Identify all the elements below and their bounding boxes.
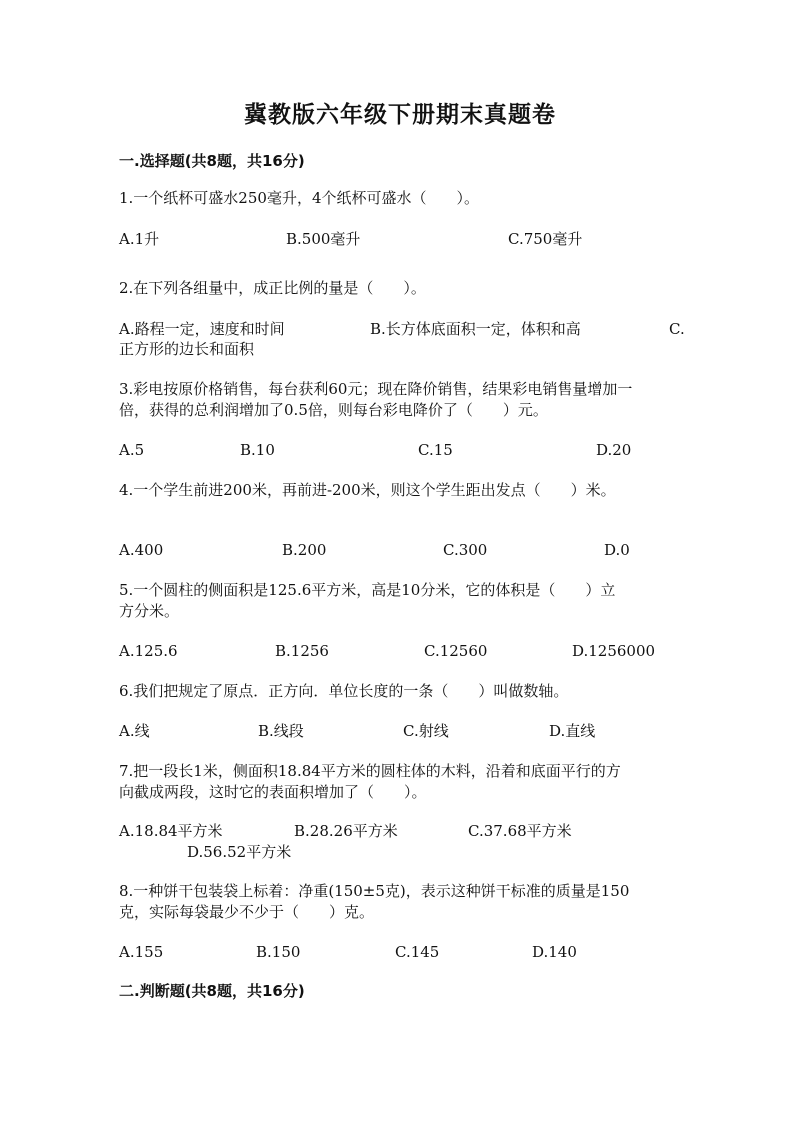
question-2-option-b: B.长方体底面积一定，体积和高 [370, 320, 581, 338]
question-6-option-d: D.直线 [549, 722, 596, 740]
question-7-option-d: D.56.52平方米 [187, 843, 292, 861]
question-3-text-line-1: 3.彩电按原价格销售，每台获利60元；现在降价销售，结果彩电销售量增加一 [119, 380, 633, 398]
question-2-option-c-text: 正方形的边长和面积 [119, 340, 255, 358]
question-5-text-line-2: 方分米。 [119, 602, 180, 620]
question-3-option-b: B.10 [240, 441, 275, 459]
question-8-option-a: A.155 [119, 943, 164, 961]
question-5-option-b: B.1256 [275, 642, 329, 660]
question-7-option-a: A.18.84平方米 [119, 822, 223, 840]
question-8-option-b: B.150 [256, 943, 301, 961]
question-5-option-a: A.125.6 [119, 642, 178, 660]
question-8-text-line-1: 8.一种饼干包装袋上标着：净重(150±5克)，表示这种饼干标准的质量是150 [119, 882, 630, 900]
page-title: 冀教版六年级下册期末真题卷 [244, 101, 556, 128]
section-heading-choice: 一.选择题(共8题，共16分) [119, 152, 305, 170]
question-8-option-c: C.145 [395, 943, 440, 961]
question-3-option-d: D.20 [596, 441, 632, 459]
question-2-option-c-label: C. [669, 320, 685, 338]
question-4-text: 4.一个学生前进200米，再前进-200米，则这个学生距出发点（ ）米。 [119, 481, 616, 499]
question-6-option-c: C.射线 [403, 722, 449, 740]
section-heading-judgment: 二.判断题(共8题，共16分) [119, 982, 305, 1000]
question-5-option-c: C.12560 [424, 642, 488, 660]
question-1-option-a: A.1升 [119, 230, 160, 248]
question-1-option-c: C.750毫升 [508, 230, 583, 248]
question-4-option-d: D.0 [604, 541, 630, 559]
question-7-text-line-2: 向截成两段，这时它的表面积增加了（ ）。 [119, 783, 427, 801]
question-4-option-b: B.200 [282, 541, 327, 559]
question-2-option-a: A.路程一定，速度和时间 [119, 320, 285, 338]
question-8-option-d: D.140 [532, 943, 577, 961]
question-2-text: 2.在下列各组量中，成正比例的量是（ ）。 [119, 279, 426, 297]
question-6-option-a: A.线 [119, 722, 150, 740]
question-4-option-c: C.300 [443, 541, 488, 559]
question-7-option-b: B.28.26平方米 [294, 822, 398, 840]
question-8-text-line-2: 克，实际每袋最少不少于（ ）克。 [119, 903, 375, 921]
question-3-text-line-2: 倍，获得的总利润增加了0.5倍，则每台彩电降价了（ ）元。 [119, 401, 548, 419]
question-7-option-c: C.37.68平方米 [468, 822, 572, 840]
question-7-text-line-1: 7.把一段长1米，侧面积18.84平方米的圆柱体的木料，沿着和底面平行的方 [119, 762, 621, 780]
question-5-option-d: D.1256000 [572, 642, 656, 660]
question-5-text-line-1: 5.一个圆柱的侧面积是125.6平方米，高是10分米，它的体积是（ ）立 [119, 581, 616, 599]
question-1-text: 1.一个纸杯可盛水250毫升，4个纸杯可盛水（ ）。 [119, 189, 479, 207]
question-4-option-a: A.400 [119, 541, 164, 559]
question-6-option-b: B.线段 [258, 722, 304, 740]
question-6-text: 6.我们把规定了原点．正方向．单位长度的一条（ ）叫做数轴。 [119, 682, 569, 700]
question-3-option-a: A.5 [119, 441, 145, 459]
question-3-option-c: C.15 [418, 441, 453, 459]
question-1-option-b: B.500毫升 [286, 230, 361, 248]
